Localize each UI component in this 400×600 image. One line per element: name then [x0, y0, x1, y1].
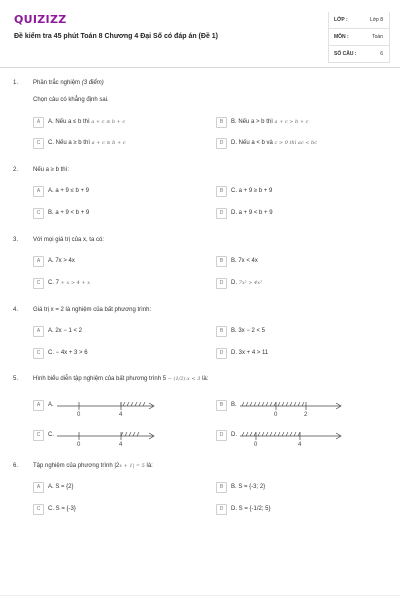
option-a[interactable]: A A. 7x > 4x: [33, 256, 193, 269]
question-number: 5.: [13, 376, 19, 382]
tick-label: 0: [77, 412, 81, 417]
question-text: Tập nghiệm của phương trình |2x + 1| = 5 là:: [33, 463, 153, 469]
quizizz-logo: QUIZIZZ: [14, 13, 67, 26]
question-number: 4.: [13, 307, 19, 313]
option-b[interactable]: B C. a + 9 ≥ b + 9: [216, 186, 376, 199]
question-number: 6.: [13, 463, 19, 469]
question-text: Phần trắc nghiệm (3 điểm): [33, 80, 104, 86]
option-a[interactable]: A A. 0 4: [33, 400, 143, 413]
question-subtext: Chọn câu có khẳng định sai.: [33, 97, 109, 103]
option-d[interactable]: D D. 0 4: [216, 430, 336, 443]
question-text: Nếu a ≥ b thì:: [33, 167, 69, 173]
option-a[interactable]: A A. S = {2}: [33, 482, 193, 495]
option-c[interactable]: C C. 7 + x > 4 + x: [33, 278, 193, 291]
option-b[interactable]: B B. 0 2: [216, 400, 336, 413]
option-letter: B: [216, 482, 227, 493]
option-letter: D: [216, 208, 227, 219]
option-a[interactable]: A A. 2x − 1 < 2: [33, 326, 193, 339]
option-letter: A: [33, 400, 44, 411]
option-d[interactable]: D D. 3x + 4 > 11: [216, 348, 376, 361]
option-letter: C: [33, 504, 44, 515]
meta-key: SỐ CÂU :: [334, 51, 357, 57]
option-c[interactable]: C B. a + 9 < b + 9: [33, 208, 193, 221]
question-text: Với mọi giá trị của x, ta có:: [33, 237, 104, 243]
tick-label: 4: [298, 442, 302, 447]
option-letter: B: [216, 117, 227, 128]
footer-divider: [0, 595, 400, 596]
question-text: Giá trị x = 2 là nghiệm của bất phương trình:: [33, 307, 152, 313]
option-letter: A: [33, 326, 44, 337]
meta-value: Lớp 8: [369, 17, 383, 23]
tick-label: 4: [119, 442, 123, 447]
option-a[interactable]: A A. a + 9 ≤ b + 9: [33, 186, 193, 199]
option-letter: B: [216, 400, 227, 411]
number-line-c: [57, 429, 157, 447]
meta-row-subject: [329, 29, 389, 46]
option-letter: B: [216, 186, 227, 197]
option-letter: B: [216, 326, 227, 337]
option-d[interactable]: D D. 7x² > 4x²: [216, 278, 376, 291]
meta-value: 6: [380, 51, 383, 57]
option-b[interactable]: B B. 7x < 4x: [216, 256, 376, 269]
question-text: Hình biểu diễn tập nghiệm của bất phương trình 5 − (1/2).x < 3 là:: [33, 376, 209, 382]
tick-label: 0: [274, 412, 278, 417]
option-letter: A: [33, 186, 44, 197]
worksheet-header: [0, 0, 400, 68]
tick-label: 0: [77, 442, 81, 447]
option-letter: D: [216, 348, 227, 359]
meta-table: [328, 12, 390, 63]
meta-row-count: [329, 46, 389, 63]
option-d[interactable]: D D. S = {-1/2; 5}: [216, 504, 376, 517]
option-letter: C: [33, 138, 44, 149]
option-c[interactable]: C C. Nếu a ≥ b thì a + c ≥ b + c: [33, 138, 193, 151]
meta-row-class: [329, 12, 389, 29]
option-letter: B: [216, 256, 227, 267]
option-a[interactable]: A A. Nếu a ≤ b thì a + c ≤ b + c: [33, 117, 193, 130]
option-c[interactable]: C C. − 4x + 3 > 6: [33, 348, 193, 361]
option-letter: C: [33, 348, 44, 359]
option-letter: A: [33, 482, 44, 493]
option-letter: C: [33, 208, 44, 219]
tick-label: 0: [254, 442, 258, 447]
option-letter: A: [33, 256, 44, 267]
meta-key: LỚP :: [334, 17, 348, 23]
meta-key: MÔN :: [334, 34, 349, 40]
option-d[interactable]: D D. Nếu a < b và c > 0 thì ac < bc: [216, 138, 376, 151]
option-letter: D: [216, 430, 227, 441]
option-b[interactable]: B B. 3x − 2 < 5: [216, 326, 376, 339]
option-letter: D: [216, 504, 227, 515]
meta-value: Toán: [372, 34, 383, 40]
number-line-b: [240, 399, 344, 417]
page-title: Đề kiểm tra 45 phút Toán 8 Chương 4 Đại Số có đáp án (Đề 1): [14, 33, 219, 40]
option-b[interactable]: B B. S = {-3; 2}: [216, 482, 376, 495]
tick-label: 4: [119, 412, 123, 417]
tick-label: 2: [304, 412, 308, 417]
option-c[interactable]: C C. 0 4: [33, 430, 143, 443]
question-number: 1.: [13, 80, 19, 86]
option-letter: C: [33, 430, 44, 441]
option-b[interactable]: B B. Nếu a > b thì a + c > b + c: [216, 117, 376, 130]
option-d[interactable]: D D. a + 9 < b + 9: [216, 208, 376, 221]
number-line-d: [240, 429, 344, 447]
option-c[interactable]: C C. S = {-3}: [33, 504, 193, 517]
question-number: 2.: [13, 167, 19, 173]
number-line-a: [57, 399, 157, 417]
option-letter: C: [33, 278, 44, 289]
option-letter: D: [216, 138, 227, 149]
option-letter: A: [33, 117, 44, 128]
option-letter: D: [216, 278, 227, 289]
question-number: 3.: [13, 237, 19, 243]
